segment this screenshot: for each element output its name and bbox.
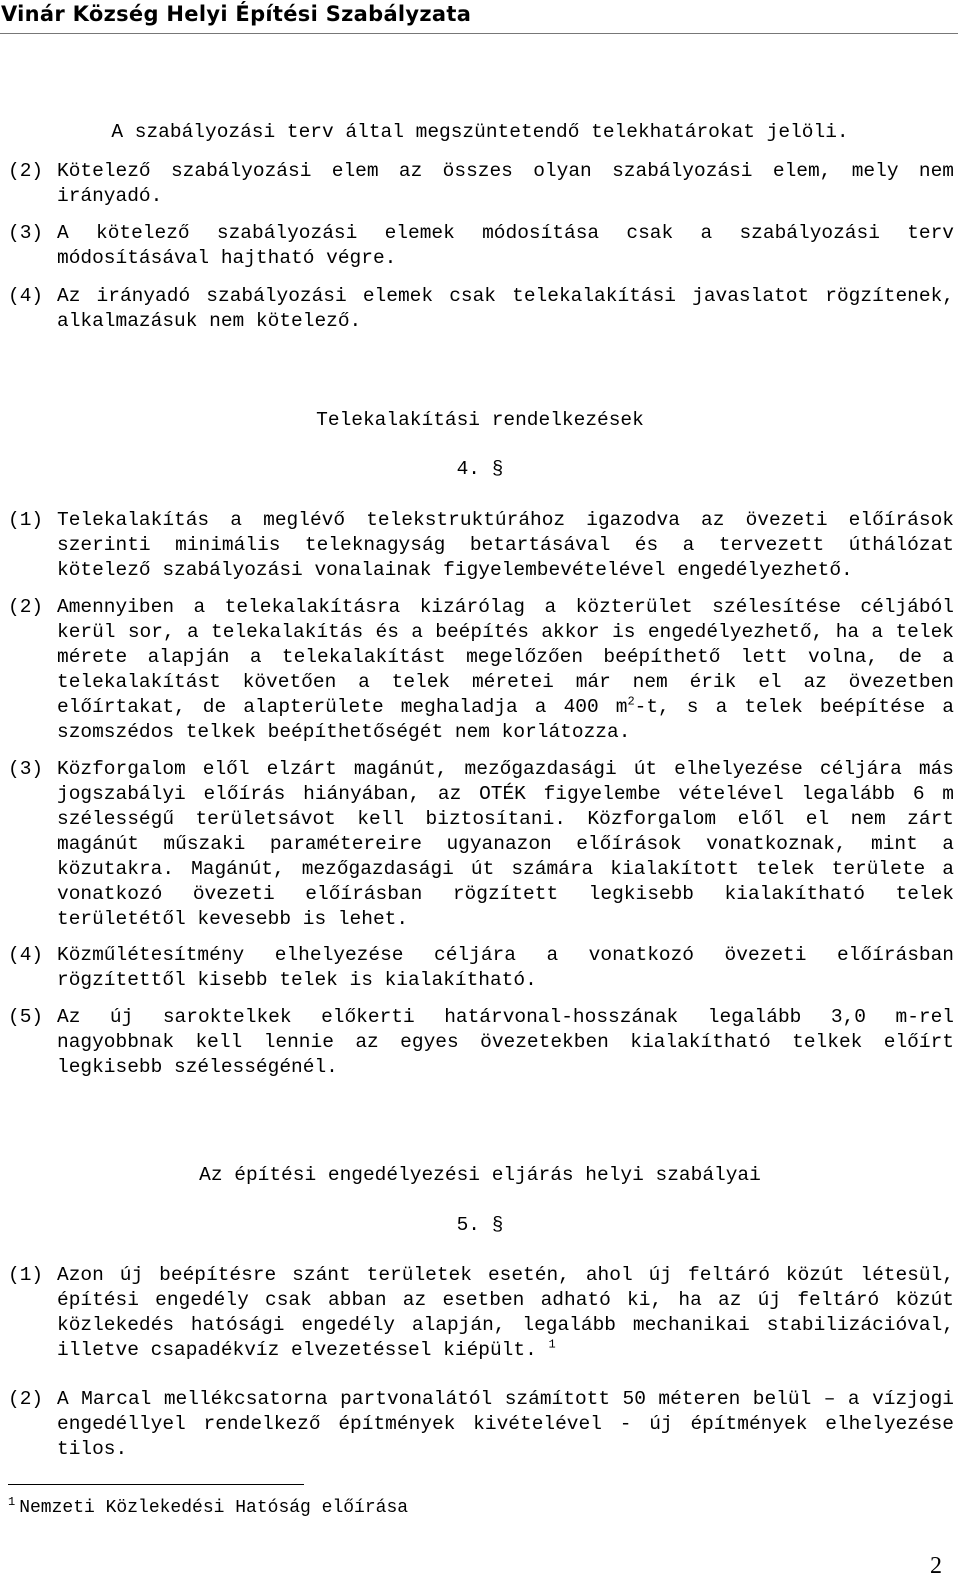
paragraph-number: (2) xyxy=(8,160,44,182)
paragraph-text: Közműlétesítmény elhelyezése céljára a vonatkozó övezeti előírásban rögzítettől kisebb telek is kialakítható. xyxy=(57,944,954,991)
paragraph-number: (2) xyxy=(8,596,44,618)
paragraph-2-2 xyxy=(8,159,954,209)
paragraph-text: Telekalakítás a meglévő telekstruktúrához igazodva az övezeti előírások szerinti minimális teleknagyság betartásával és a tervezett úthálózat kötelező szabályozási vonalainak figyelembevételével engedélyezhető. xyxy=(57,509,954,581)
paragraph-text: Az irányadó szabályozási elemek csak telekalakítási javaslatot rögzítenek, alkalmazásuk nem kötelező. xyxy=(57,285,954,332)
document-title: Vinár Község Helyi Építési Szabályzata xyxy=(1,2,472,26)
paragraph-number: (4) xyxy=(8,285,44,307)
paragraph-number: (4) xyxy=(8,944,44,966)
paragraph-number: (3) xyxy=(8,222,44,244)
section-5-number: 5. § xyxy=(456,1214,504,1236)
paragraph-number: (3) xyxy=(8,758,44,780)
footnote xyxy=(8,1495,409,1518)
footnote-mark: 1 xyxy=(8,1495,16,1509)
paragraph-text: Közforgalom elől elzárt magánút, mezőgazdasági út elhelyezése céljára más jogszabályi előírás hiányában, az OTÉK figyelembe vételével legalább 6 m szélességű területsávot kell biztosítani. Közforgalom elől el nem zárt magánút műszaki paramétereire ugyanazon előírások vonatkoznak, mint a közutakra. Magánút, mezőgazdasági út számára kialakított telek területe a vonatkozó övezeti előírásban rögzített legkisebb kialakítható telek területétől kevesebb is lehet. xyxy=(57,758,954,930)
paragraph-4-2 xyxy=(8,595,954,745)
paragraph-text: A Marcal mellékcsatorna partvonalától számított 50 méteren belül – a vízjogi engedéllyel rendelkező építmények kivételével - új építmények elhelyezése tilos. xyxy=(57,1388,954,1460)
paragraph-text: Amennyiben a telekalakításra kizárólag a közterület szélesítése céljából kerül sor, a telekalakítás és a beépítés akkor is engedélyezhető, ha a telek mérete alapján a telekalakítást megelőzően beépíthető lett volna, de a telekalakítást követően a telek méretei már nem érik el az övezetben előírtakat, de alapterülete meghaladja a 400 m xyxy=(57,596,954,718)
paragraph-4-3 xyxy=(8,757,954,932)
page-number: 2 xyxy=(930,1553,942,1579)
paragraph-text: Az új saroktelkek előkerti határvonal-hosszának legalább 3,0 m-rel nagyobbnak kell lennie az egyes övezetekben kialakítható telkek előírt legkisebb szélességénél. xyxy=(57,1006,954,1078)
paragraph-5-1 xyxy=(8,1263,954,1363)
paragraph-text: Kötelező szabályozási elem az összes olyan szabályozási elem, mely nem irányadó. xyxy=(57,160,954,207)
paragraph-4-4 xyxy=(8,943,954,993)
paragraph-4-5 xyxy=(8,1005,954,1080)
paragraph-number: (2) xyxy=(8,1388,44,1410)
section-4-heading: Telekalakítási rendelkezések xyxy=(316,409,644,431)
section-4-number: 4. § xyxy=(456,458,504,480)
paragraph-text-continued: -t, s a telek beépítése a szomszédos telkek beépíthetőségét nem korlátozza. xyxy=(57,696,954,743)
paragraph-number: (1) xyxy=(8,509,44,531)
superscript-2: 2 xyxy=(627,694,635,709)
section-5-heading: Az építési engedélyezési eljárás helyi szabályai xyxy=(199,1164,761,1186)
paragraph-2-4 xyxy=(8,284,954,334)
page-header xyxy=(0,0,958,34)
paragraph-5-2 xyxy=(8,1387,954,1462)
continued-line: A szabályozási terv által megszüntetendő telekhatárokat jelöli. xyxy=(111,121,849,143)
paragraph-text: A kötelező szabályozási elemek módosítása csak a szabályozási terv módosításával hajtható végre. xyxy=(57,222,954,269)
footnote-divider xyxy=(8,1484,304,1485)
footnote-text: Nemzeti Közlekedési Hatóság előírása xyxy=(19,1498,409,1518)
footnote-reference[interactable]: 1 xyxy=(548,1337,556,1352)
paragraph-2-3 xyxy=(8,221,954,271)
paragraph-text: Azon új beépítésre szánt területek esetén, ahol új feltáró közút létesül, építési engedély csak abban az esetben adható ki, ha az új feltáró közút közlekedés hatósági engedély alapján, legalább mechanikai stabilizációval, illetve csapadékvíz elvezetéssel kiépült. xyxy=(57,1264,954,1361)
paragraph-number: (1) xyxy=(8,1264,44,1286)
paragraph-number: (5) xyxy=(8,1006,44,1028)
paragraph-4-1 xyxy=(8,508,954,583)
